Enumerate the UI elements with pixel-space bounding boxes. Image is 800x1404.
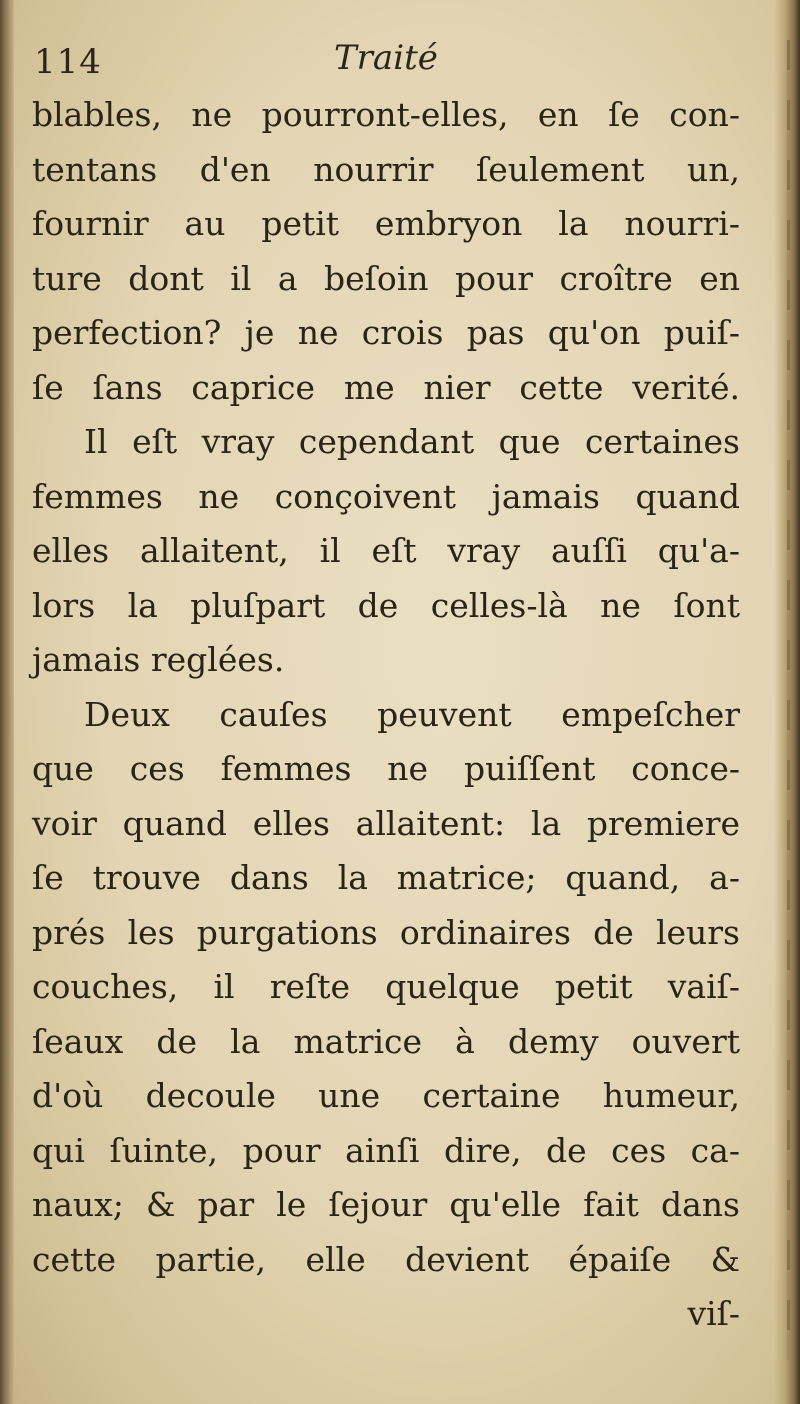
- text-line: fournir au petit embryon la nourri-: [32, 204, 740, 243]
- text-line: cette partie, elle devient épaiſe &: [32, 1239, 740, 1279]
- text-line: qui ſuinte, pour ainſi dire, de ces ca-: [32, 1130, 740, 1170]
- text-line: perfection? je ne crois pas qu'on puiſ-: [32, 313, 740, 352]
- text-line: ſe ſans caprice me nier cette verité.: [32, 367, 740, 407]
- text-line: prés les purgations ordinaires de leurs: [32, 912, 740, 952]
- text-line: que ces femmes ne puiſſent conce-: [32, 749, 740, 788]
- text-line: jamais reglées.: [32, 640, 285, 679]
- text-line: tentans d'en nourrir ſeulement un,: [32, 149, 740, 189]
- text-line: elles allaitent, il eſt vray auſſi qu'a-: [32, 531, 740, 570]
- text-line: ſeaux de la matrice à demy ouvert: [32, 1021, 740, 1061]
- text-line: blables, ne pourront-elles, en ſe con-: [32, 95, 740, 134]
- body-text: [32, 88, 740, 1342]
- text-line: Deux cauſes peuvent empeſcher: [84, 694, 740, 734]
- text-line: naux; & par le ſejour qu'elle fait dans: [32, 1185, 740, 1224]
- text-line: Il eſt vray cependant que certaines: [84, 422, 740, 461]
- text-line: couches, il reſte quelque petit vaiſ-: [32, 967, 740, 1006]
- text-line: femmes ne conçoivent jamais quand: [32, 476, 740, 516]
- page-number: 114: [34, 42, 102, 82]
- page-edge-texture: [787, 40, 790, 1360]
- page-header: [34, 38, 734, 92]
- text-line: d'où decoule une certaine humeur,: [32, 1076, 740, 1115]
- text-line: ture dont il a beſoin pour croître en: [32, 258, 740, 298]
- text-line: voir quand elles allaitent: la premiere: [32, 803, 740, 843]
- catchword: viſ-: [687, 1294, 740, 1333]
- text-line: ſe trouve dans la matrice; quand, a-: [32, 858, 740, 897]
- text-line: lors la pluſpart de celles-là ne ſont: [32, 585, 740, 625]
- binding-edge: [0, 0, 14, 1404]
- running-title: Traité: [334, 38, 438, 78]
